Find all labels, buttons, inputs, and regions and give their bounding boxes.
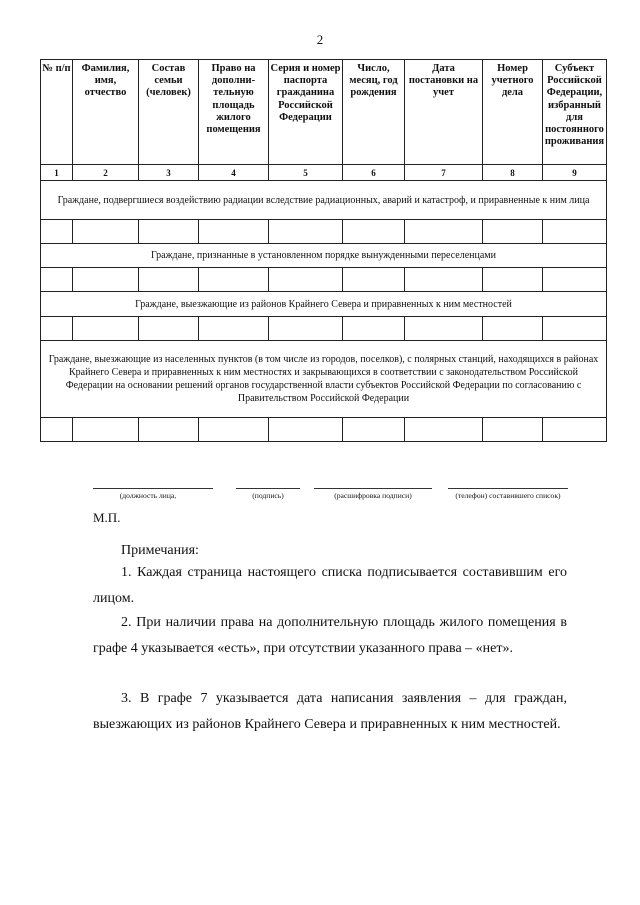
table-cell[interactable] — [41, 268, 73, 292]
table-cell[interactable] — [343, 317, 405, 341]
category-row-closing-settlements — [41, 341, 607, 418]
table-row — [41, 418, 607, 442]
table-cell[interactable] — [269, 317, 343, 341]
col-header-registration-date: Дата постановки на учет — [405, 60, 483, 165]
table-cell[interactable] — [269, 220, 343, 244]
table-cell[interactable] — [543, 268, 607, 292]
table-cell[interactable] — [405, 418, 483, 442]
table-row — [41, 268, 607, 292]
table-cell[interactable] — [199, 268, 269, 292]
col-header-number: № п/п — [41, 60, 73, 165]
column-number: 3 — [139, 165, 199, 181]
phone-label: (телефон) составившего список) — [455, 491, 561, 500]
table-cell[interactable] — [405, 220, 483, 244]
col-header-family: Состав семьи (человек) — [139, 60, 199, 165]
table-cell[interactable] — [73, 220, 139, 244]
column-number: 9 — [543, 165, 607, 181]
table-row — [41, 220, 607, 244]
category-label: Граждане, выезжающие из населенных пунктов (в том числе из городов, поселков), с полярных станций, находящихся в районах Крайнего Севера и приравненных к ним местностях и закрывающихся в соответствии с законодательством Российской Федерации на основании решений органов государственной власти субъектов Российской Федерации по согласованию с Правительством Российской Федерации — [41, 341, 607, 418]
table-cell[interactable] — [139, 317, 199, 341]
column-number: 1 — [41, 165, 73, 181]
phone-signature-line[interactable] — [448, 488, 568, 489]
table-cell[interactable] — [483, 317, 543, 341]
column-number: 6 — [343, 165, 405, 181]
table-cell[interactable] — [543, 317, 607, 341]
category-label: Граждане, подвергшиеся воздействию радиации вследствие радиационных, аварий и катастроф, и приравненные к ним лица — [41, 181, 607, 220]
page-number: 2 — [316, 32, 324, 47]
stamp-label: М.П. — [93, 510, 121, 525]
category-row-far-north — [41, 292, 607, 317]
decoding-signature-line[interactable] — [314, 488, 432, 489]
col-header-region: Субъект Российской Федерации, избранный для постоянного проживания — [543, 60, 607, 165]
table-cell[interactable] — [343, 220, 405, 244]
table-cell[interactable] — [139, 220, 199, 244]
table-cell[interactable] — [199, 317, 269, 341]
position-label: (должность лица, — [119, 491, 177, 500]
col-header-extra-area: Право на дополни-тельную площадь жилого помещения — [199, 60, 269, 165]
table-cell[interactable] — [139, 268, 199, 292]
table-cell[interactable] — [269, 268, 343, 292]
column-number: 4 — [199, 165, 269, 181]
table-cell[interactable] — [483, 418, 543, 442]
decoding-label: (расшифровка подписи) — [334, 491, 412, 500]
table-cell[interactable] — [405, 268, 483, 292]
table-cell[interactable] — [543, 418, 607, 442]
table-cell[interactable] — [41, 220, 73, 244]
column-number: 2 — [73, 165, 139, 181]
category-label: Граждане, признанные в установленном порядке вынужденными переселенцами — [41, 244, 607, 268]
table-cell[interactable] — [41, 418, 73, 442]
signature-line[interactable] — [236, 488, 300, 489]
table-header-row — [41, 60, 607, 165]
category-row-radiation — [41, 181, 607, 220]
table-cell[interactable] — [139, 418, 199, 442]
col-header-passport: Серия и номер паспорта гражданина Российской Федерации — [269, 60, 343, 165]
col-header-birthdate: Число, месяц, год рождения — [343, 60, 405, 165]
table-cell[interactable] — [199, 418, 269, 442]
table-cell[interactable] — [199, 220, 269, 244]
column-number: 7 — [405, 165, 483, 181]
column-number-row — [41, 165, 607, 181]
note-item: 2. При наличии права на дополнительную площадь жилого помещения в графе 4 указывается «есть», при отсутствии указанного права – «нет». — [93, 615, 567, 656]
col-header-name: Фамилия, имя, отчество — [73, 60, 139, 165]
column-number: 8 — [483, 165, 543, 181]
table-cell[interactable] — [269, 418, 343, 442]
table-cell[interactable] — [405, 317, 483, 341]
table-cell[interactable] — [483, 268, 543, 292]
registry-table — [40, 59, 607, 442]
table-cell[interactable] — [73, 268, 139, 292]
table-cell[interactable] — [343, 418, 405, 442]
table-row — [41, 317, 607, 341]
category-label: Граждане, выезжающие из районов Крайнего Севера и приравненных к ним местностей — [41, 292, 607, 317]
table-cell[interactable] — [73, 418, 139, 442]
category-row-migrants — [41, 244, 607, 268]
signature-label: (подпись) — [252, 491, 284, 500]
table-cell[interactable] — [543, 220, 607, 244]
table-cell[interactable] — [483, 220, 543, 244]
position-signature-line[interactable] — [93, 488, 213, 489]
col-header-case-number: Номер учетного дела — [483, 60, 543, 165]
table-cell[interactable] — [343, 268, 405, 292]
table-cell[interactable] — [73, 317, 139, 341]
note-item: 3. В графе 7 указывается дата написания заявления – для граждан, выезжающих из районов Крайнего Севера и приравненных к ним местностей. — [93, 691, 567, 732]
table-cell[interactable] — [41, 317, 73, 341]
note-item: 1. Каждая страница настоящего списка подписывается составившим его лицом. — [93, 565, 567, 606]
notes-title: Примечания: — [121, 543, 199, 558]
column-number: 5 — [269, 165, 343, 181]
